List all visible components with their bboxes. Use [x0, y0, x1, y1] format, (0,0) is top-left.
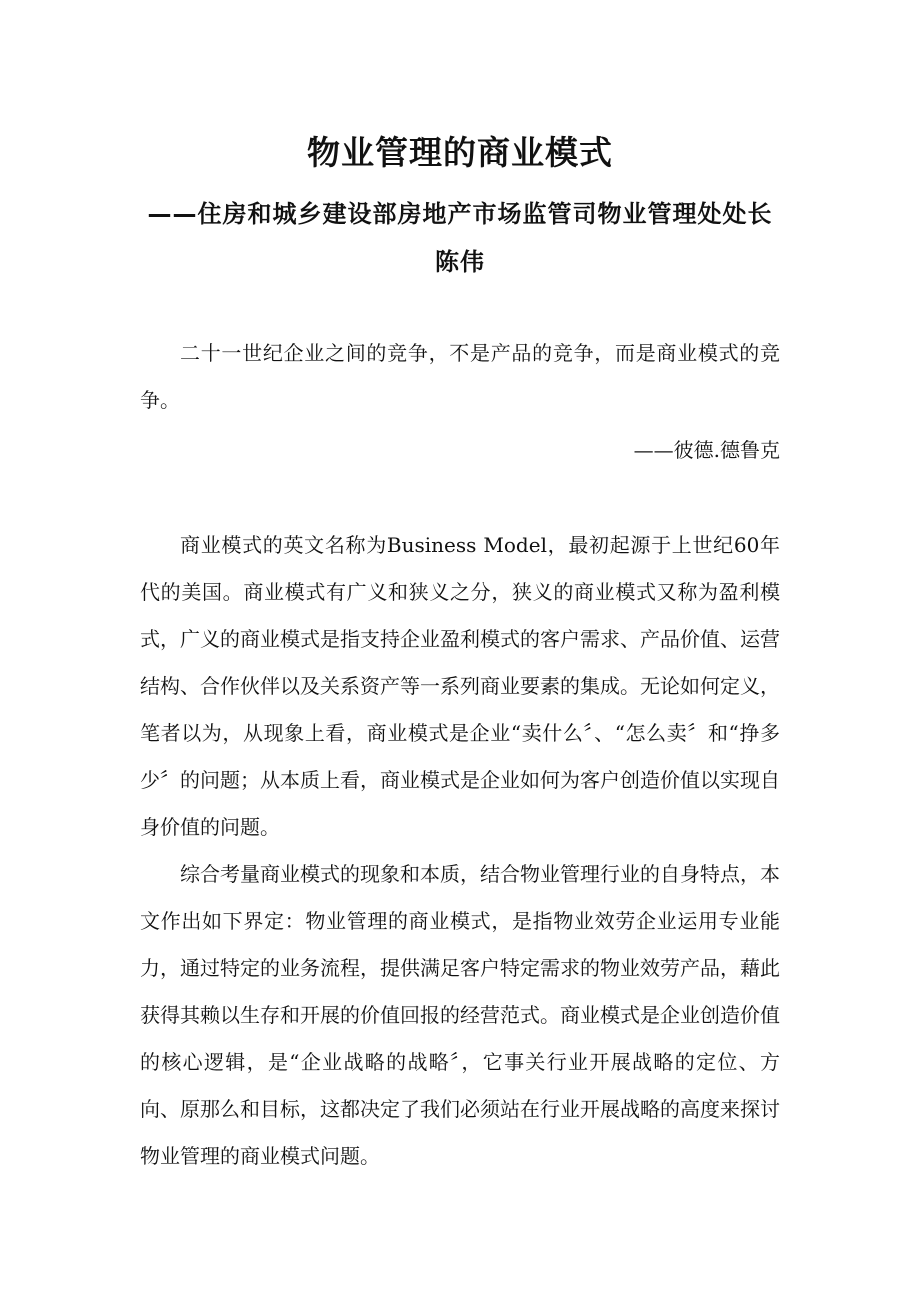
document-subtitle: ——住房和城乡建设部房地产市场监管司物业管理处处长陈伟	[147, 200, 773, 276]
epigraph-attribution: ——彼德.德鲁克	[633, 438, 780, 462]
paragraph-1: 商业模式的英文名称为Business Model，最初起源于上世纪60年代的美国。商业模式有广义和狭义之分，狭义的商业模式又称为盈利模式，广义的商业模式是指支持企业盈利模式的客户需求、产品价值、运营结构、合作伙伴以及关系资产等一系列商业要素的集成。无论如何定义，笔者以为，从现象上看，商业模式是企业“卖什么〞、“怎么卖〞和“挣多少〞的问题；从本质上看，商业模式是企业如何为客户创造价值以实现自身价值的问题。	[140, 533, 780, 839]
paragraph-2: 综合考量商业模式的现象和本质，结合物业管理行业的自身特点，本文作出如下界定：物业管理的商业模式，是指物业效劳企业运用专业能力，通过特定的业务流程，提供满足客户特定需求的物业效劳产品，藉此获得其赖以生存和开展的价值回报的经营范式。商业模式是企业创造价值的核心逻辑，是“企业战略的战略〞，它事关行业开展战略的定位、方向、原那么和目标，这都决定了我们必须站在行业开展战略的高度来探讨物业管理的商业模式问题。	[140, 862, 780, 1168]
epigraph	[140, 330, 780, 424]
body-text	[140, 522, 780, 1180]
epigraph-text: 二十一世纪企业之间的竞争，不是产品的竞争，而是商业模式的竞争。	[140, 341, 780, 412]
document-title: 物业管理的商业模式	[307, 133, 613, 172]
